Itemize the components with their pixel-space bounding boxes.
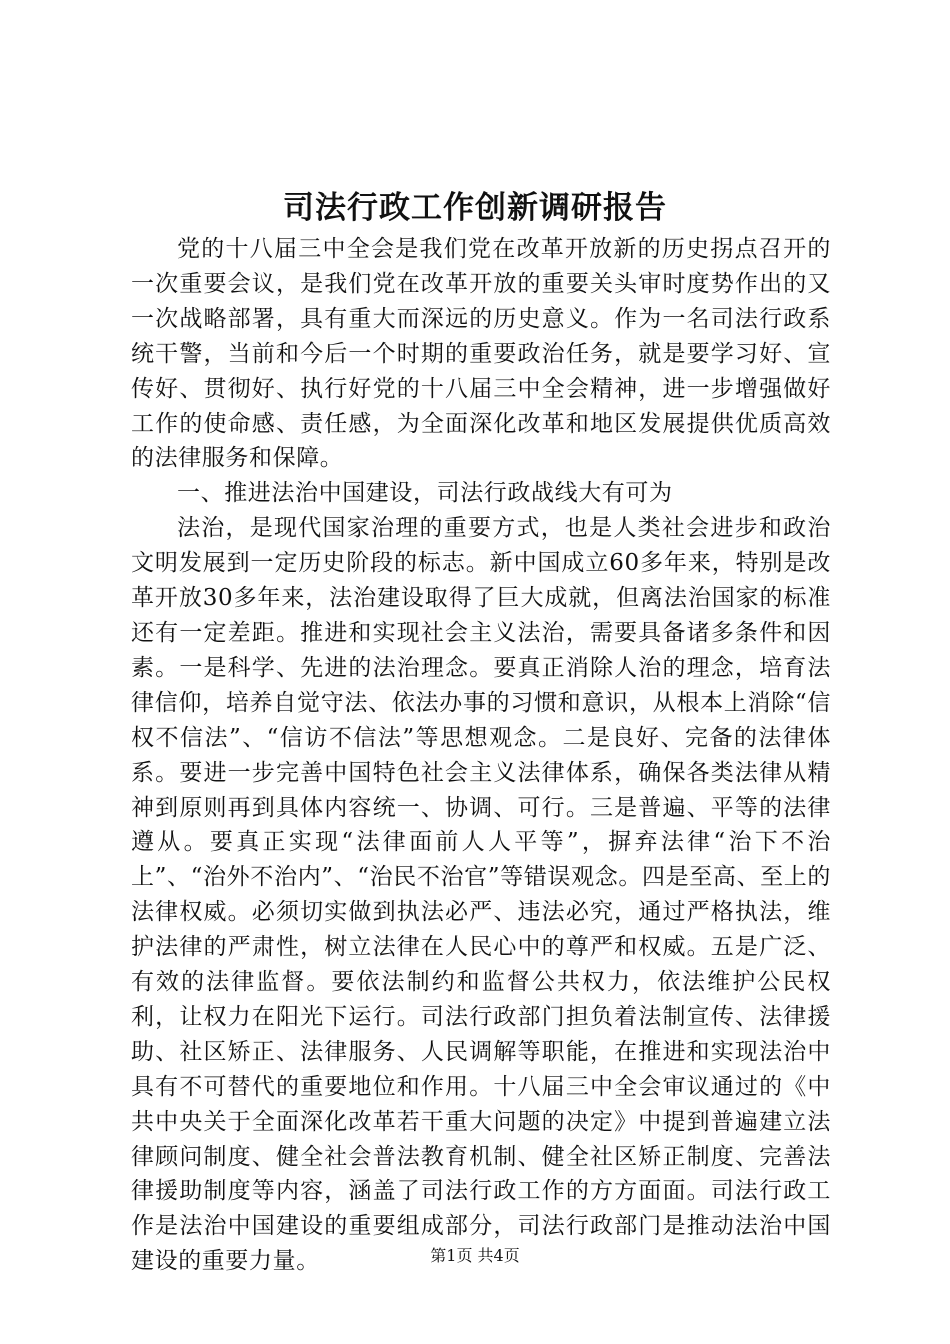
page-number-footer: 第1页 共4页 [430, 1246, 520, 1265]
section-heading: 一、推进法治中国建设，司法行政战线大有可为 [177, 480, 673, 507]
document-body [131, 232, 831, 1279]
document-title: 司法行政工作创新调研报告 [283, 190, 667, 226]
intro-paragraph: 党的十八届三中全会是我们党在改革开放新的历史拐点召开的一次重要会议，是我们党在改革开放的重要关头审时度势作出的又一次战略部署，具有重大而深远的历史意义。作为一名司法行政系统干警，当前和今后一个时期的重要政治任务，就是要学习好、宣传好、贯彻好、执行好党的十八届三中全会精神，进一步增强做好工作的使命感、责任感，为全面深化改革和地区发展提供优质高效的法律服务和保障。 [131, 236, 831, 472]
section-paragraph: 法治，是现代国家治理的重要方式，也是人类社会进步和政治文明发展到一定历史阶段的标志。新中国成立60多年来，特别是改革开放30多年来，法治建设取得了巨大成就，但离法治国家的标准还有一定差距。推进和实现社会主义法治，需要具备诸多条件和因素。一是科学、先进的法治理念。要真正消除人治的理念，培育法律信仰，培养自觉守法、依法办事的习惯和意识，从根本上消除“信权不信法”、“信访不信法”等思想观念。二是良好、完备的法律体系。要进一步完善中国特色社会主义法律体系，确保各类法律从精神到原则再到具体内容统一、协调、可行。三是普遍、平等的法律遵从。要真正实现“法律面前人人平等”，摒弃法律“治下不治上”、“治外不治内”、“治民不治官”等错误观念。四是至高、至上的法律权威。必须切实做到执法必严、违法必究，通过严格执法，维护法律的严肃性，树立法律在人民心中的尊严和权威。五是广泛、有效的法律监督。要依法制约和监督公共权力，依法维护公民权利，让权力在阳光下运行。司法行政部门担负着法制宣传、法律援助、社区矫正、法律服务、人民调解等职能，在推进和实现法治中具有不可替代的重要地位和作用。十八届三中全会审议通过的《中共中央关于全面深化改革若干重大问题的决定》中提到普遍建立法律顾问制度、健全社会普法教育机制、健全社区矫正制度、完善法律援助制度等内容，涵盖了司法行政工作的方方面面。司法行政工作是法治中国建设的重要组成部分，司法行政部门是推动法治中国建设的重要力量。 [131, 515, 831, 1275]
